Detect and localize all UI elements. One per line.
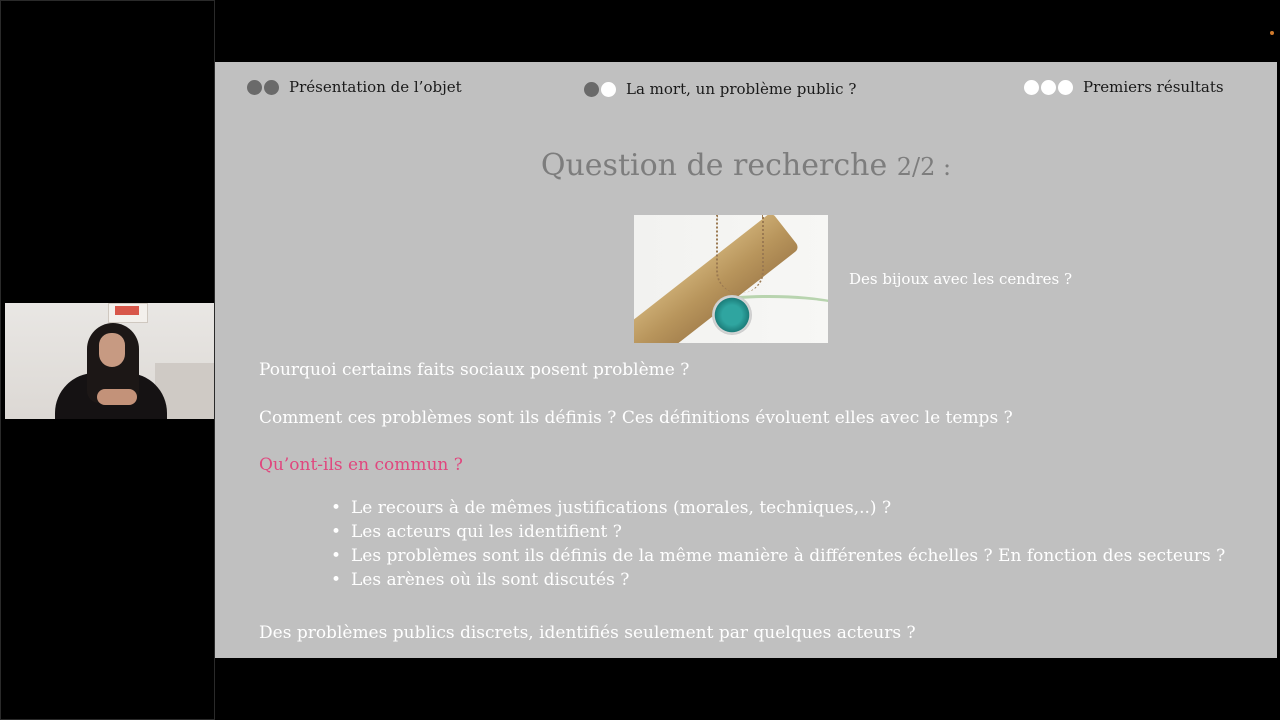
nav-label: Premiers résultats xyxy=(1083,78,1224,96)
question-4: Des problèmes publics discrets, identifiés seulement par quelques acteurs ? xyxy=(259,623,916,643)
dot-filled-icon xyxy=(264,80,279,95)
bullet-item: • Le recours à de mêmes justifications (morales, techniques,..) ? xyxy=(331,496,1225,520)
wall-picture xyxy=(108,303,148,323)
recording-indicator-icon xyxy=(1270,31,1274,35)
nav-section-resultats xyxy=(1024,78,1224,96)
jewelry-photo xyxy=(634,215,828,343)
question-3: Qu’ont-ils en commun ? xyxy=(259,455,463,475)
necklace-chain xyxy=(716,215,764,293)
speaker-face xyxy=(99,333,125,367)
dot-filled-icon xyxy=(584,82,599,97)
question-1: Pourquoi certains faits sociaux posent problème ? xyxy=(259,360,690,380)
slide-title-main: Question de recherche xyxy=(540,148,888,183)
bullet-item: • Les acteurs qui les identifient ? xyxy=(331,520,1225,544)
dot-filled-icon xyxy=(247,80,262,95)
progress-dots-icon xyxy=(1024,80,1073,95)
participants-panel xyxy=(0,0,215,720)
nav-section-mort xyxy=(584,80,856,98)
progress-dots-icon xyxy=(247,80,279,95)
progress-dots-icon xyxy=(584,82,616,97)
dot-empty-icon xyxy=(601,82,616,97)
dot-empty-icon xyxy=(1058,80,1073,95)
question-2: Comment ces problèmes sont ils définis ? Ces définitions évoluent elles avec le temps ? xyxy=(259,408,1013,428)
slide-title xyxy=(215,148,1277,183)
webcam-video[interactable] xyxy=(5,303,214,419)
dot-empty-icon xyxy=(1041,80,1056,95)
image-caption: Des bijoux avec les cendres ? xyxy=(849,270,1073,288)
bullet-item: • Les arènes où ils sont discutés ? xyxy=(331,568,1225,592)
pendant-icon xyxy=(712,295,752,335)
dot-empty-icon xyxy=(1024,80,1039,95)
speaker-hands xyxy=(97,389,137,405)
bullet-item: • Les problèmes sont ils définis de la même manière à différentes échelles ? En fonction des secteurs ? xyxy=(331,544,1225,568)
nav-label: La mort, un problème public ? xyxy=(626,80,857,98)
nav-section-presentation xyxy=(247,78,462,96)
slide-title-suffix: 2/2 : xyxy=(896,153,952,181)
nav-label: Présentation de l’objet xyxy=(289,78,462,96)
presentation-slide xyxy=(215,62,1277,658)
bullet-list xyxy=(331,496,1225,592)
